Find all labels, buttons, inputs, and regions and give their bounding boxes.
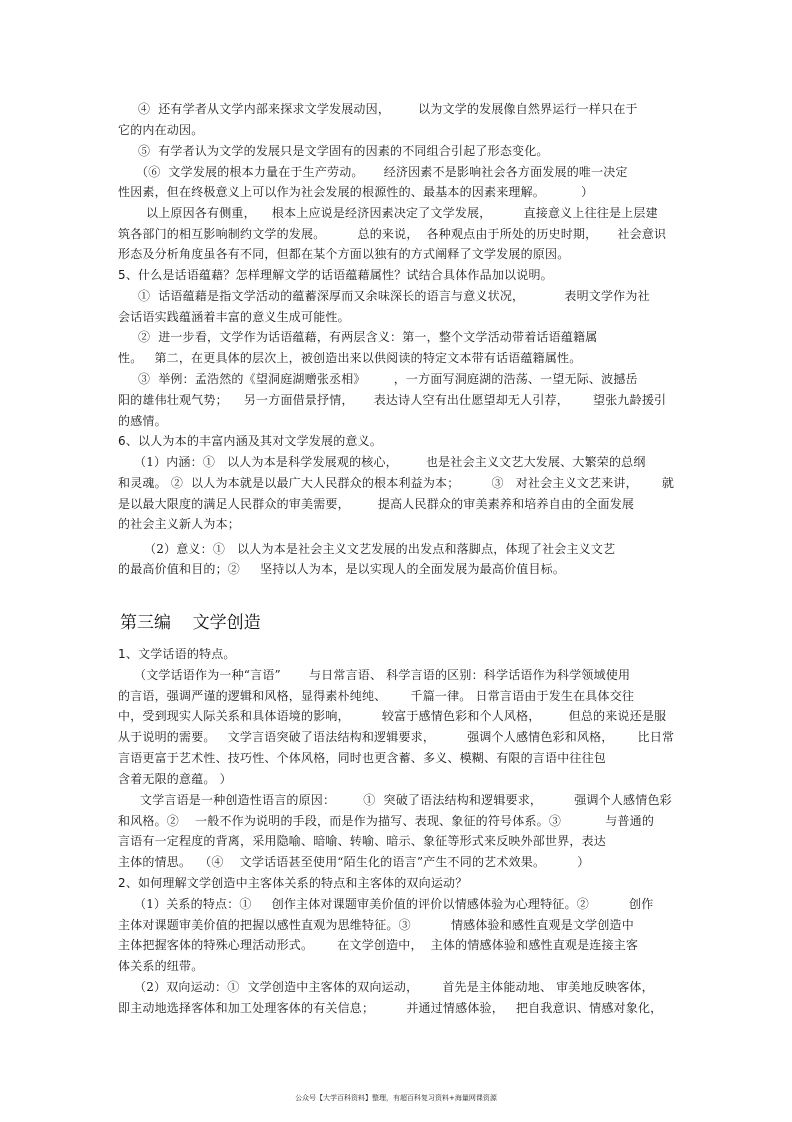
paragraph-line: 性因素，但在终极意义上可以作为社会发展的根源性的、最基本的因素来理解。 ） (118, 185, 594, 199)
paragraph-line: 含着无限的意蕴。 ） (118, 772, 232, 786)
paragraph-line: 从于说明的需要。 文学言语突破了语法结构和逻辑要求， 强调个人感情色彩和风格， 比日常 (118, 730, 675, 744)
paragraph-line: 筑各部门的相互影响制约文学的发展。 总的来说， 各种观点由于所处的历史时期， 社会意识 (118, 227, 667, 241)
paragraph-line: 以上原因各有侧重， 根本上应说是经济因素决定了文学发展， 直接意义上往往是上层建 (146, 206, 658, 220)
paragraph-line: 主体的情思。 （④ 文学话语甚至使用“陌生化的语言”产生不同的艺术效果。 ） (118, 855, 590, 869)
paragraph-line: 和风格。② 一般不作为说明的手段，而是作为描写、表现、象征的符号体系。③ 与普通的 (118, 814, 655, 828)
paragraph-line: 的言语，强调严谨的逻辑和风格，显得素朴纯纯、 千篇一律。 日常言语由于发生在具体交往 (118, 689, 635, 703)
paragraph-line: 言语有一定程度的背离，采用隐喻、暗喻、转喻、暗示、象征等形式来反映外部世界，表达 (118, 834, 607, 848)
paragraph-line: （2）双向运动：① 文学创造中主客体的双向运动， 首先是主体能动地、 审美地反映客体， (134, 980, 654, 994)
question-heading: 1、文学话语的特点。 (118, 647, 236, 661)
paragraph-line: 是以最大限度的满足人民群众的审美需要， 提高人民群众的审美素养和培养自由的全面发展 (118, 497, 635, 511)
paragraph-line: 体关系的纽带。 (118, 959, 204, 973)
paragraph-line: 它的内在动因。 (118, 123, 204, 137)
paragraph-line: 性。 第二，在更具体的层次上，被创造出来以供阅读的特定文本带有话语蕴籍属性。 (118, 351, 582, 365)
paragraph-line: （1）内涵：① 以人为本是科学发展观的核心， 也是社会主义文艺大发展、大繁荣的总纲 (134, 455, 646, 469)
paragraph-line: ① 话语蕴藉是指文学活动的蕴蓄深厚而又余味深长的语言与意义状况， 表明文学作为社 (138, 289, 650, 303)
paragraph-line: 文学言语是一种创造性语言的原因： ① 突破了语法结构和逻辑要求， 强调个人感情色彩 (140, 793, 672, 807)
paragraph-line: ③ 举例：孟浩然的《望洞庭湖赠张丞相》 ，一方面写洞庭湖的浩荡、一望无际、波撼岳 (138, 372, 638, 386)
paragraph-line: 主体把握客体的特殊心理活动形式。 在文学创造中， 主体的情感体验和感性直观是连接主客 (118, 938, 639, 952)
paragraph-line: 即主动地选择客体和加工处理客体的有关信息； 并通过情感体验， 把自我意识、情感对象化， (118, 1001, 663, 1015)
paragraph-line: ④ 还有学者从文学内部来探求文学发展动因， 以为文学的发展像自然界运行一样只在于 (138, 102, 638, 116)
paragraph-line: 的最高价值和目的；② 坚持以人为本，是以实现人的全面发展为最高价值目标。 (118, 562, 566, 576)
paragraph-line: 言语更富于艺术性、技巧性、个体风格，同时也更含蓄、多义、模糊、有限的言语中往往包 (118, 751, 607, 765)
paragraph-line: （2）意义：① 以人为本是社会主义文艺发展的出发点和落脚点，体现了社会主义文艺 (144, 542, 616, 556)
question-heading: 2、如何理解文学创造中主客体关系的特点和主客体的双向运动？ (118, 876, 468, 890)
section-heading: 第三编 文学创造 (120, 613, 261, 633)
paragraph-line: 阳的雄伟壮观气势； 另一方面借景抒情， 表达诗人空有出仕愿望却无人引荐， 望张九龄援引 (118, 393, 667, 407)
page-footer: 公众号【大学百科资料】整理，有超百科复习资料+海量网课资源 (295, 1094, 497, 1102)
paragraph-line: 会话语实践蕴涵着丰富的意义生成可能性。 (118, 310, 350, 324)
question-heading: 5、什么是话语蕴藉？怎样理解文学的话语蕴藉属性？试结合具体作品加以说明。 (118, 268, 553, 282)
paragraph-line: （文学话语作为一种“言语” 与日常言语、 科学言语的区别：科学话语作为科学领域使用 (134, 668, 631, 682)
paragraph-line: ② 进一步看，文学作为话语蕴藉，有两层含义：第一，整个文学活动带着话语蕴籍属 (138, 330, 598, 344)
paragraph-line: 主体对课题审美价值的把握以感性直观为思维特征。③ 情感体验和感性直观是文学创造中 (118, 918, 634, 932)
paragraph-line: 形态及分析角度虽各有不同，但都在某个方面以独有的方式阐释了文学发展的原因。 (118, 247, 570, 261)
paragraph-line: （1）关系的特点：① 创作主体对课题审美价值的评价以情感体验为心理特征。② 创作 (134, 897, 654, 911)
paragraph-line: （⑥ 文学发展的根本力量在于生产劳动。 经济因素不是影响社会各方面发展的唯一决定 (136, 165, 628, 179)
paragraph-line: 中，受到现实人际关系和具体语境的影响， 较富于感情色彩和个人风格， 但总的来说还是服 (118, 709, 667, 723)
paragraph-line: 的社会主义新人为本； (118, 517, 241, 531)
question-heading: 6、以人为本的丰富内涵及其对文学发展的意义。 (118, 434, 383, 448)
paragraph-line: 的感情。 (118, 414, 167, 428)
paragraph-line: ⑤ 有学者认为文学的发展只是文学固有的因素的不同组合引起了形态变化。 (138, 144, 549, 158)
paragraph-line: 和灵魂。 ② 以人为本就是以最广大人民群众的根本利益为本； ③ 对社会主义文艺来讲， 就 (118, 476, 675, 490)
